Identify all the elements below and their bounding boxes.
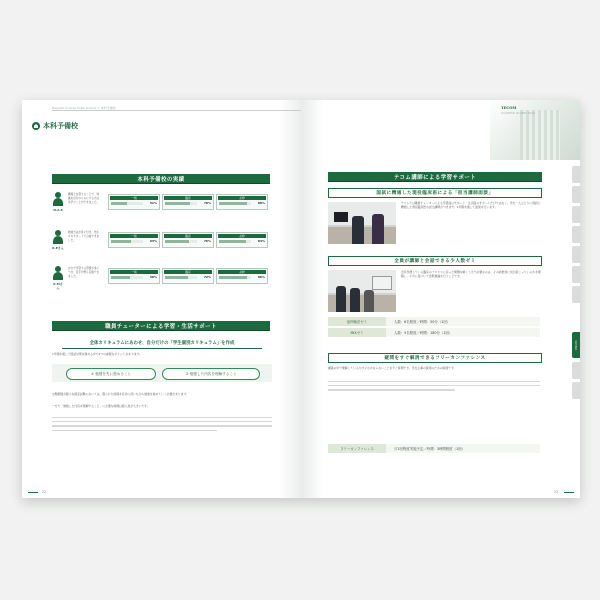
score-value: 51% (149, 201, 157, 205)
conference-value: 月1回程度実施予定／時間：3時間程度（1回） (386, 444, 540, 453)
interview-title: 国試に精通した現役臨床医による「担当講師面談」 (328, 188, 542, 198)
seminar-row (328, 317, 540, 326)
student-comment: 勉強方法が身に付き、先生方のサポートで合格できました。 (68, 231, 100, 242)
seminar-value: 人数：6名程度／時間：50分（1回） (386, 317, 540, 326)
footer-accent (28, 492, 38, 493)
side-tab[interactable] (572, 166, 580, 183)
student-name: K.Mさん (53, 282, 63, 290)
score-box (216, 194, 268, 210)
stat-row (52, 230, 272, 252)
point-pill-progress: ① 勉強を先に進めること (66, 368, 156, 380)
left-page (22, 100, 301, 498)
score-label: 臨床 (164, 270, 212, 274)
score-box (216, 232, 268, 248)
score-label: 一般 (110, 196, 158, 200)
brochure-spread (22, 100, 580, 498)
seminar-title: 全員が講師と会話できる少人数ゼミ (328, 256, 542, 266)
page-number: 23 (553, 490, 558, 494)
footer-accent (564, 492, 574, 493)
score-box (108, 232, 160, 248)
header-rule (52, 110, 301, 111)
side-tab[interactable] (572, 362, 580, 379)
stat-row (52, 192, 272, 214)
score-label: 臨床 (164, 196, 212, 200)
student-name: K.Eさん (52, 246, 64, 250)
point-pill-understand: ② 勉強した内容を理解すること (162, 368, 260, 380)
side-tab-active[interactable] (572, 332, 580, 358)
student-name: N.A.Ⅱ (53, 208, 63, 212)
score-box (108, 268, 160, 284)
side-tab[interactable] (572, 186, 580, 203)
seminar-text: 近年急増している臨床のプロセスに沿った問題を解くうえで必要なのは、その病態者に何が起こっているかを理解し、それに基づいて診断推論を行うことです。 (401, 270, 541, 279)
interview-text: テコムでは職員チューターによる学習面のサポート・生活面のサポートだけではなく、学生一人ひとりに国試に精通した現役臨床医の担当講師がつきます。1年間を通して面談を行います。 (401, 201, 541, 210)
heading-underline (62, 348, 262, 349)
score-box (162, 194, 214, 210)
conference-text: 講義の中で理解しているやすそわかならないことをすぐ質問でき、学生主導の質問のための時間です。 (328, 366, 457, 370)
brand-subheader: COURSE GUIDE 2024 (501, 111, 536, 115)
score-value: 84% (257, 239, 265, 243)
page-title: 本科予備校 (43, 122, 78, 130)
seminar-key: MIXゼミ (328, 328, 386, 337)
conference-title: 疑問をすぐ解消できるフリーカンファレンス (328, 353, 542, 363)
conference-filler (328, 378, 540, 398)
student-comment: 講義と自習することで、知識を自分のものにする方法を学ぶことができました。 (68, 193, 100, 204)
score-label: 必修 (218, 234, 266, 238)
score-value: 88% (257, 201, 265, 205)
section-instructor-support-title: テコム講師による学習サポート (328, 172, 542, 182)
score-label: 必修 (218, 196, 266, 200)
side-tab[interactable] (572, 226, 580, 243)
interview-photo (328, 202, 396, 244)
page-number: 22 (42, 490, 47, 494)
seminar-row (328, 328, 540, 337)
student-avatar-icon (52, 192, 64, 209)
side-tab[interactable] (572, 246, 580, 263)
side-tab-label: 本科予備校 (574, 340, 577, 350)
conference-row (328, 444, 540, 453)
score-label: 一般 (110, 234, 158, 238)
student-comment: 自分で学習する習慣が身につき、苦手分野も克服できました。 (68, 267, 100, 278)
score-label: 臨床 (164, 234, 212, 238)
side-tab[interactable] (572, 286, 580, 303)
seminar-value: 人数：5名程度／時間：180分（1回） (386, 328, 540, 337)
score-box (216, 268, 268, 284)
student-avatar-icon (52, 266, 64, 283)
student-avatar-icon (52, 230, 64, 247)
score-label: 一般 (110, 270, 158, 274)
right-page (301, 100, 580, 498)
body-paragraph: 出題範囲が膨大な国家試験においては、限られた時間を有効に使いながら勉強を進めていく必要があります。 (52, 392, 189, 396)
score-value: 78% (203, 201, 211, 205)
score-value: 72% (203, 275, 211, 279)
curriculum-heading: 全体カリキュラムにあわせ、自分だけの「学生個別カリキュラム」を作成 (89, 341, 235, 346)
section-achievements-title: 本科予備校の実績 (52, 174, 270, 184)
score-box (162, 268, 214, 284)
score-box (162, 232, 214, 248)
side-tab[interactable] (572, 266, 580, 283)
score-box (108, 194, 160, 210)
school-icon (32, 122, 40, 130)
seminar-photo (328, 270, 396, 312)
body-paragraph: 一方で「勉強した内容を理解すること」に必要な時間は個人差が大きいです。 (52, 404, 150, 408)
section-tutor-support-title: 職員チューターによる学習・生活サポート (52, 321, 270, 331)
score-value: 58% (149, 275, 157, 279)
side-tab[interactable] (572, 382, 580, 399)
brand-header: TECOM (501, 106, 517, 110)
seminar-key: 症例検討ゼミ (328, 317, 386, 326)
score-value: 63% (149, 239, 157, 243)
filler-text (52, 414, 272, 444)
score-label: 必修 (218, 270, 266, 274)
conference-key: フリーカンファレンス (328, 444, 386, 453)
side-tab[interactable] (572, 206, 580, 223)
score-value: 86% (257, 275, 265, 279)
stat-row (52, 266, 272, 288)
left-header: Regular Course Cram School > 本科予備校 (52, 106, 116, 110)
score-value: 76% (203, 239, 211, 243)
curriculum-note: 1年間を通して国試対策を進める中で2つの重要なポイントがあります。 (52, 352, 143, 356)
